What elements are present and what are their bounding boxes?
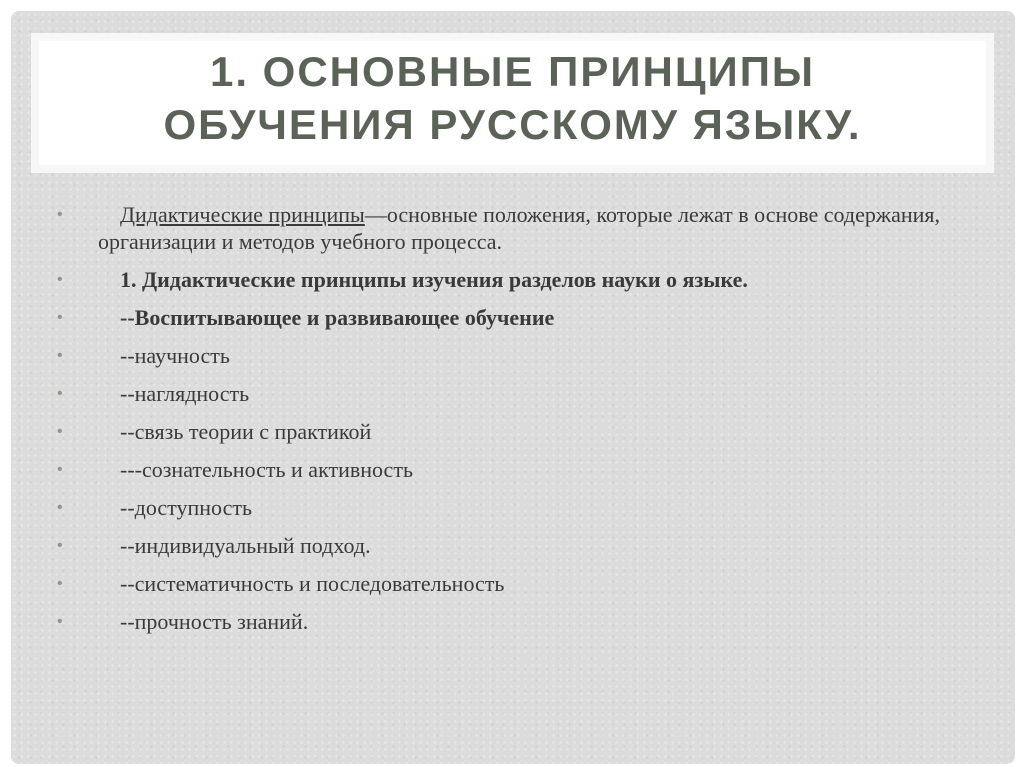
bullet-item [55,532,975,559]
bullet-dot-icon: • [57,613,63,630]
definition-text [98,201,975,255]
bullet-dot-icon: • [57,309,63,326]
bullet-dot-icon: • [57,575,63,592]
bullet-dot-icon: • [57,271,63,288]
bullet-text: --прочность знаний. [120,609,309,634]
bullet-item [55,304,975,331]
bullet-item [55,380,975,407]
slide-title-line-1: 1. ОСНОВНЫЕ ПРИНЦИПЫ [209,48,816,95]
bullet-item [55,456,975,483]
bullet-text: ---сознательность и активность [120,457,413,482]
bullet-item [55,570,975,597]
bullet-text: --связь теории с практикой [120,419,372,444]
bullet-dot-icon: • [57,461,63,478]
bullet-dot-icon: • [57,347,63,364]
bullet-dot-icon: • [57,385,63,402]
title-box [31,33,994,173]
bullet-dot-icon: • [57,537,63,554]
bullet-dot-icon: • [57,206,63,223]
bullet-text: --индивидуальный подход. [120,533,371,558]
slide-title [31,33,994,151]
bullet-list [55,201,975,646]
bullet-text: --научность [120,343,230,368]
definition-rest: —основные положения, которые лежат в основе содержания, организации и методов учебного процесса. [98,202,940,254]
bullet-text: --Воспитывающее и развивающее обучение [120,305,555,330]
slide [11,11,1015,764]
definition-term: Дидактические принципы [120,202,365,227]
bullet-item [55,608,975,635]
bullet-item [55,418,975,445]
bullet-definition [55,201,975,255]
bullet-text: --систематичность и последовательность [120,571,505,596]
bullet-item [55,266,975,293]
bullet-dot-icon: • [57,423,63,440]
bullet-dot-icon: • [57,499,63,516]
bullet-text: --доступность [120,495,252,520]
bullet-item [55,342,975,369]
slide-title-line-2: ОБУЧЕНИЯ РУССКОМУ ЯЗЫКУ. [163,101,862,148]
bullet-text: 1. Дидактические принципы изучения разделов науки о языке. [120,267,748,292]
bullet-item [55,494,975,521]
bullet-text: --наглядность [120,381,250,406]
